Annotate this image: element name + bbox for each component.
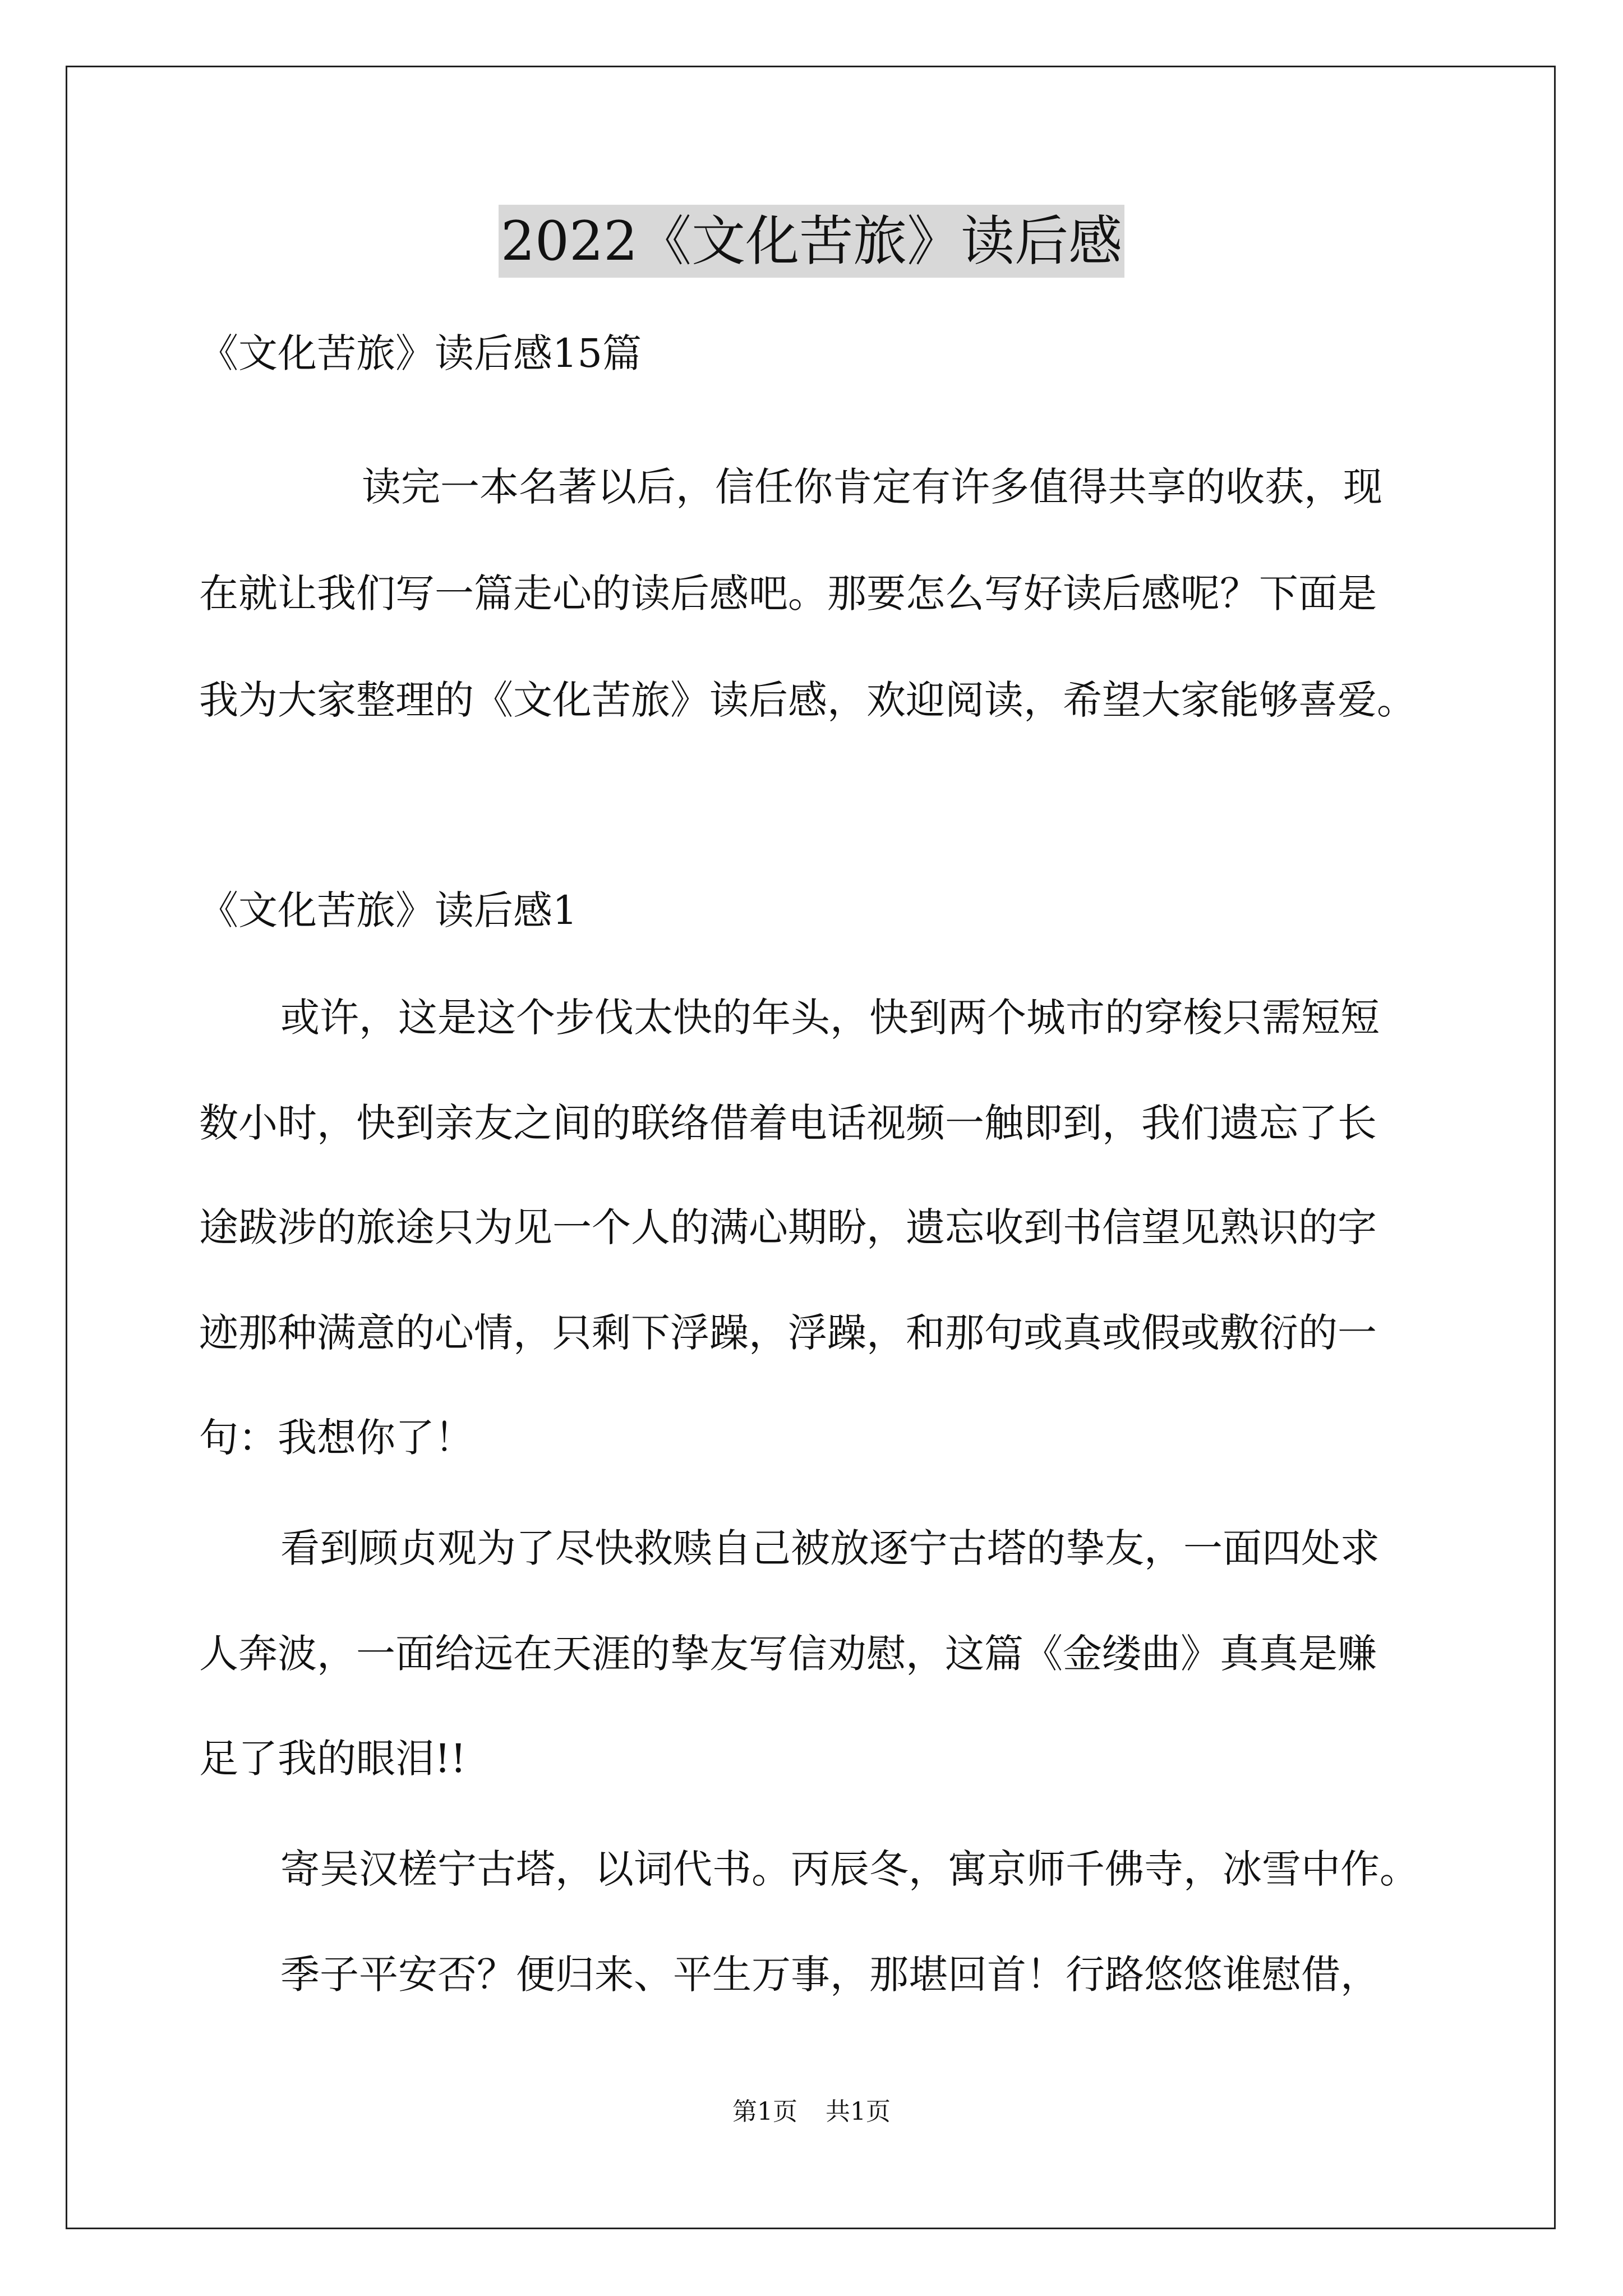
body-line-2: 数小时，快到亲友之间的联络借着电话视频一触即到，我们遗忘了长 [199, 1100, 1377, 1146]
page-number: 第1页 [732, 2097, 797, 2126]
body-line-1: 或许，这是这个步伐太快的年头，快到两个城市的穿梭只需短短 [280, 995, 1380, 1041]
page-footer [0, 2095, 1623, 2129]
intro-line-1: 读完一本名著以后，信任你肯定有许多值得共享的收获，现 [362, 464, 1382, 510]
body-line-10: 季子平安否？便归来、平生万事，那堪回首！行路悠悠谁慰借， [280, 1952, 1380, 1998]
document-title-wrap [0, 205, 1623, 278]
document-title: 2022《文化苦旅》读后感 [499, 205, 1124, 278]
body-line-5: 句：我想你了！ [199, 1415, 474, 1461]
page-total: 共1页 [826, 2097, 891, 2126]
section-heading: 《文化苦旅》读后感1 [199, 887, 578, 933]
intro-line-2: 在就让我们写一篇走心的读后感吧。那要怎么写好读后感呢？下面是 [199, 570, 1377, 616]
body-line-9: 寄吴汉槎宁古塔，以词代书。丙辰冬，寓京师千佛寺，冰雪中作。 [280, 1846, 1419, 1892]
body-line-8: 足了我的眼泪!! [199, 1736, 467, 1782]
document-subtitle: 《文化苦旅》读后感15篇 [199, 330, 642, 376]
body-line-3: 途跋涉的旅途只为见一个人的满心期盼，遗忘收到书信望见熟识的字 [199, 1204, 1377, 1250]
body-line-7: 人奔波，一面给远在天涯的挚友写信劝慰，这篇《金缕曲》真真是赚 [199, 1631, 1377, 1677]
intro-line-3: 我为大家整理的《文化苦旅》读后感，欢迎阅读，希望大家能够喜爱。 [199, 677, 1416, 723]
body-line-4: 迹那种满意的心情，只剩下浮躁，浮躁，和那句或真或假或敷衍的一 [199, 1310, 1377, 1356]
body-line-6: 看到顾贞观为了尽快救赎自己被放逐宁古塔的挚友，一面四处求 [280, 1525, 1380, 1571]
